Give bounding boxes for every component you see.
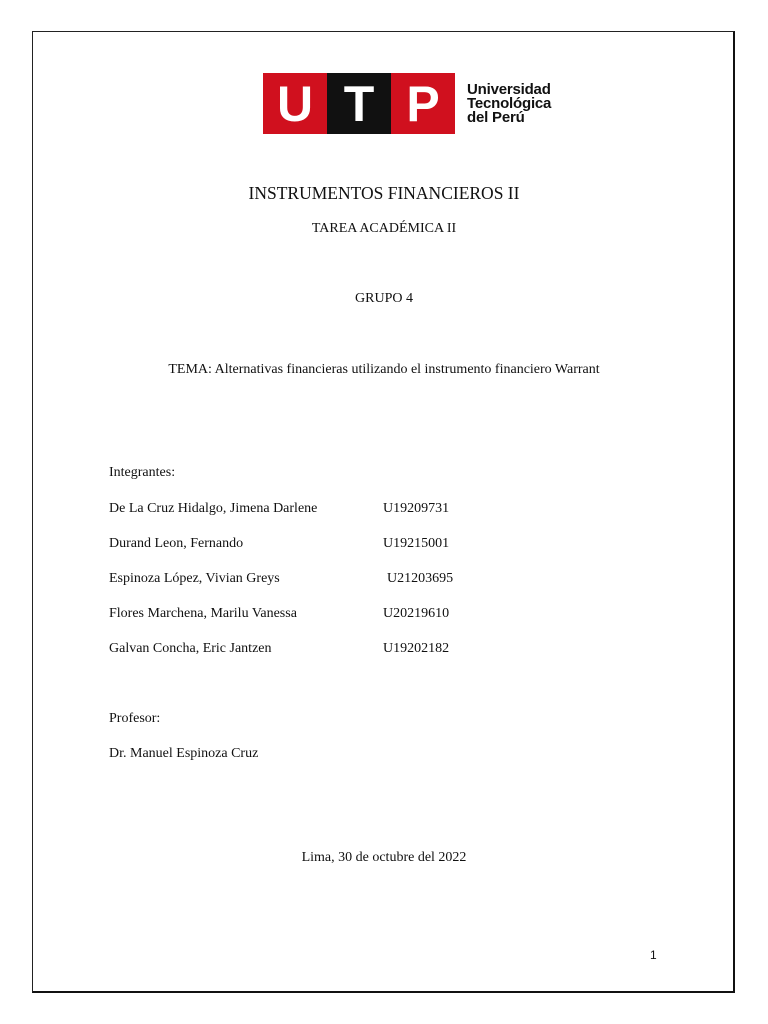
logo-block-t xyxy=(327,73,391,134)
logo-block-u xyxy=(263,73,327,134)
professor-heading: Profesor: xyxy=(109,711,161,726)
logo-letter-t: T xyxy=(343,75,375,132)
logo-line-1: Universidad xyxy=(467,80,551,98)
professor-name: Dr. Manuel Espinoza Cruz xyxy=(109,746,259,761)
member-name: Flores Marchena, Marilu Vanessa xyxy=(109,606,297,621)
assignment-title: TAREA ACADÉMICA II xyxy=(311,221,457,236)
member-name: Galvan Concha, Eric Jantzen xyxy=(109,641,272,656)
member-row xyxy=(109,501,529,521)
logo-letter-u: U xyxy=(276,75,314,132)
topic-line: TEMA: Alternativas financieras utilizando el instrumento financiero Warrant xyxy=(168,362,600,377)
logo-letter-p: P xyxy=(406,75,440,132)
group-label: GRUPO 4 xyxy=(355,291,413,306)
logo-university-name xyxy=(467,73,551,134)
member-row xyxy=(109,641,529,661)
member-code: U19209731 xyxy=(383,501,450,516)
member-row xyxy=(109,571,529,591)
course-title: INSTRUMENTOS FINANCIEROS II xyxy=(248,183,520,203)
member-name: De La Cruz Hidalgo, Jimena Darlene xyxy=(109,501,318,516)
logo-line-3: del Perú xyxy=(467,108,525,126)
page-number: 1 xyxy=(650,948,657,962)
member-name: Espinoza López, Vivian Greys xyxy=(109,571,280,586)
member-code: U19215001 xyxy=(383,536,450,551)
member-code: U21203695 xyxy=(387,571,454,586)
member-name: Durand Leon, Fernando xyxy=(109,536,244,551)
member-row xyxy=(109,536,529,556)
logo-line-2: Tecnológica xyxy=(467,94,552,112)
member-row xyxy=(109,606,529,626)
members-heading: Integrantes: xyxy=(109,465,176,480)
member-code: U19202182 xyxy=(383,641,450,656)
utp-logo xyxy=(263,73,551,134)
date-line: Lima, 30 de octubre del 2022 xyxy=(301,850,467,865)
logo-block-p xyxy=(391,73,455,134)
member-code: U20219610 xyxy=(383,606,450,621)
